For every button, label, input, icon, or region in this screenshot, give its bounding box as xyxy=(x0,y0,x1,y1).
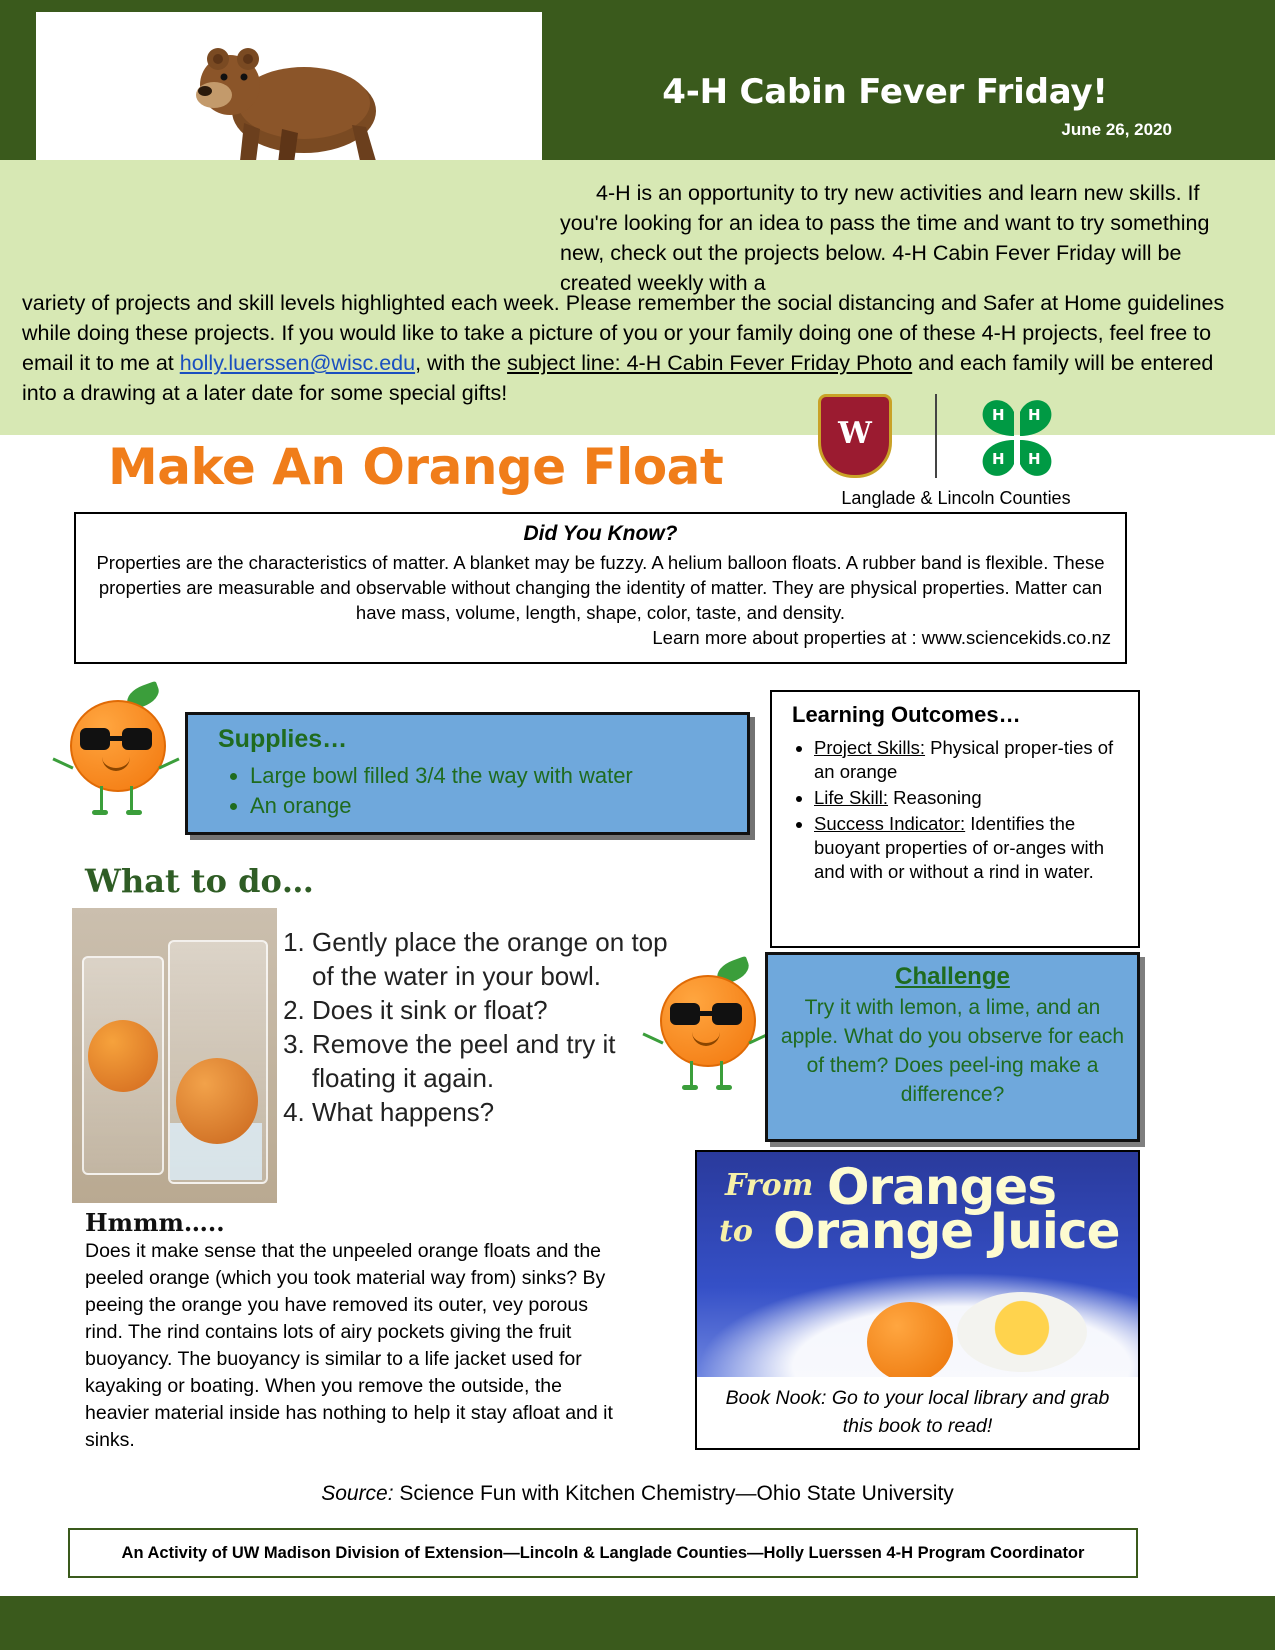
list-item xyxy=(814,812,1138,884)
lens-right xyxy=(122,728,152,750)
orange-floating xyxy=(88,1020,158,1092)
intro-text-2b: , with the xyxy=(415,351,508,375)
outcome-text: Identifies the buoyant properties of or-anges with and with or without a rind in water. xyxy=(814,813,1105,882)
activity-title: Make An Orange Float xyxy=(108,438,724,496)
foot-right xyxy=(126,810,142,815)
cover-word-oranges: Oranges xyxy=(827,1158,1056,1216)
outcome-label: Project Skills: xyxy=(814,737,926,758)
did-you-know-learn-more: Learn more about properties at : www.sciencekids.co.nz xyxy=(652,627,1111,648)
challenge-title: Challenge xyxy=(895,963,1010,990)
book-nook-caption: Book Nook: Go to your local library and grab this book to read! xyxy=(725,1387,1110,1437)
bear-illustration xyxy=(174,33,404,173)
orange-in-glass-photo xyxy=(72,908,277,1203)
source-label: Source: xyxy=(321,1482,394,1505)
list-item: 4. What happens? xyxy=(312,1095,692,1129)
foot-left xyxy=(682,1085,698,1090)
learning-outcomes-list xyxy=(786,736,1138,886)
challenge-body: Try it with lemon, a lime, and an apple. What do you observe for each of them? Does peel-ing make a difference? xyxy=(780,996,1125,1106)
svg-text:H: H xyxy=(1028,406,1041,424)
page-title: 4-H Cabin Fever Friday! xyxy=(662,72,1108,112)
list-item xyxy=(814,736,1138,784)
orange-fruit xyxy=(867,1302,953,1377)
leg-left xyxy=(690,1061,693,1087)
leg-right xyxy=(720,1061,723,1087)
book-cover-image xyxy=(697,1152,1138,1377)
footer-text: An Activity of UW Madison Division of Extension—Lincoln & Langlade Counties—Holly Luerssen 4-H Program Coordinator xyxy=(121,1544,1085,1562)
issue-date: June 26, 2020 xyxy=(1061,120,1172,139)
lens-left xyxy=(80,728,110,750)
lens-left xyxy=(670,1003,700,1025)
email-link[interactable]: holly.luerssen@wisc.edu xyxy=(179,351,416,375)
source-line xyxy=(0,1482,1275,1506)
learning-outcomes-box xyxy=(770,690,1140,948)
list-item: 2. Does it sink or float? xyxy=(312,993,692,1027)
what-to-do-steps xyxy=(278,925,692,1129)
cover-word-from: From xyxy=(725,1168,814,1203)
svg-text:H: H xyxy=(992,450,1005,468)
svg-text:H: H xyxy=(1028,450,1041,468)
outcome-label: Success Indicator: xyxy=(814,813,966,834)
outcome-text: Physical proper-ties of an orange xyxy=(814,737,1114,782)
book-nook-box xyxy=(695,1150,1140,1450)
svg-text:H: H xyxy=(992,406,1005,424)
intro-paragraph-1 xyxy=(560,178,1230,298)
intro-text-2c: and each family will be entered into a drawing at a later date for some special gifts! xyxy=(22,351,1214,405)
lens-right xyxy=(712,1003,742,1025)
subject-line-text: subject line: 4-H Cabin Fever Friday Photo xyxy=(507,351,913,375)
divider xyxy=(935,394,937,478)
counties-label: Langlade & Lincoln Counties xyxy=(841,488,1071,508)
footer-box xyxy=(68,1528,1138,1578)
intro-panel xyxy=(0,160,1275,435)
glasses-bridge xyxy=(110,736,122,741)
outcome-text: Reasoning xyxy=(888,787,982,808)
list-item: • An orange xyxy=(250,791,633,821)
list-item: • Large bowl filled 3/4 the way with water xyxy=(250,761,633,791)
bottom-band xyxy=(0,1596,1275,1650)
what-to-do-title: What to do… xyxy=(85,862,314,900)
4h-clover-icon xyxy=(962,392,1072,484)
orange-mascot-icon xyxy=(660,975,760,1115)
sunglasses-icon xyxy=(80,728,152,750)
supplies-title: Supplies… xyxy=(218,725,348,753)
intro-text-1: 4-H is an opportunity to try new activities and learn new skills. If you're looking for an idea to pass the time and want to try something new, check out the projects below. 4-H Cabin Fever Friday will be created weekly with a xyxy=(560,181,1210,295)
intro-text-2a: variety of projects and skill levels highlighted each week. Please remember the social distancing and Safer at Home guidelines while doing these projects. If you would like to take a picture of you or your family doing one of these 4-H projects, feel free to email it to me at xyxy=(22,291,1225,375)
foot-left xyxy=(92,810,108,815)
source-text: Science Fun with Kitchen Chemistry—Ohio State University xyxy=(393,1482,954,1505)
arm-left xyxy=(52,757,73,769)
supplies-box xyxy=(185,712,750,835)
cover-word-to: to xyxy=(719,1214,753,1249)
orange-mascot-icon xyxy=(70,700,170,840)
orange-submerged xyxy=(176,1058,258,1144)
cover-word-orange-juice: Orange Juice xyxy=(773,1202,1120,1260)
glasses-bridge xyxy=(700,1011,712,1016)
did-you-know-box xyxy=(74,512,1127,664)
crest-letter: W xyxy=(838,416,872,451)
did-you-know-body: Properties are the characteristics of matter. A blanket may be fuzzy. A helium balloon floats. A rubber band is flexible. These properties are measurable and observable without changing the identity of matter. They are physical properties. Matter can have mass, volume, length, shape, color, taste, and density. xyxy=(96,552,1105,623)
hmmm-body: Does it make sense that the unpeeled orange floats and the peeled orange (which you took material way from) sinks? By peeing the orange you have removed its outer, vey porous rind. The rind contains lots of airy pockets giving the fruit buoyancy. The buoyancy is similar to a life jacket used for kayaking or boating. When you remove the outside, the heavier material inside has nothing to help it stay afloat and it sinks. xyxy=(85,1240,613,1451)
list-item: 1. Gently place the orange on top of the water in your bowl. xyxy=(312,925,692,993)
list-item xyxy=(814,786,1138,810)
intro-paragraph-2 xyxy=(22,288,1252,408)
did-you-know-title: Did You Know? xyxy=(523,522,678,545)
outcome-label: Life Skill: xyxy=(814,787,889,808)
juice-bowl xyxy=(957,1292,1087,1372)
list-item: 3. Remove the peel and try it floating it again. xyxy=(312,1027,692,1095)
leg-left xyxy=(100,786,103,812)
challenge-box xyxy=(765,952,1140,1142)
leg-right xyxy=(130,786,133,812)
uw-crest-icon xyxy=(818,394,892,478)
sunglasses-icon xyxy=(670,1003,742,1025)
hmmm-title: Hmmm….. xyxy=(85,1208,225,1237)
foot-right xyxy=(716,1085,732,1090)
learning-outcomes-title: Learning Outcomes… xyxy=(792,702,1021,727)
supplies-list xyxy=(224,761,633,821)
